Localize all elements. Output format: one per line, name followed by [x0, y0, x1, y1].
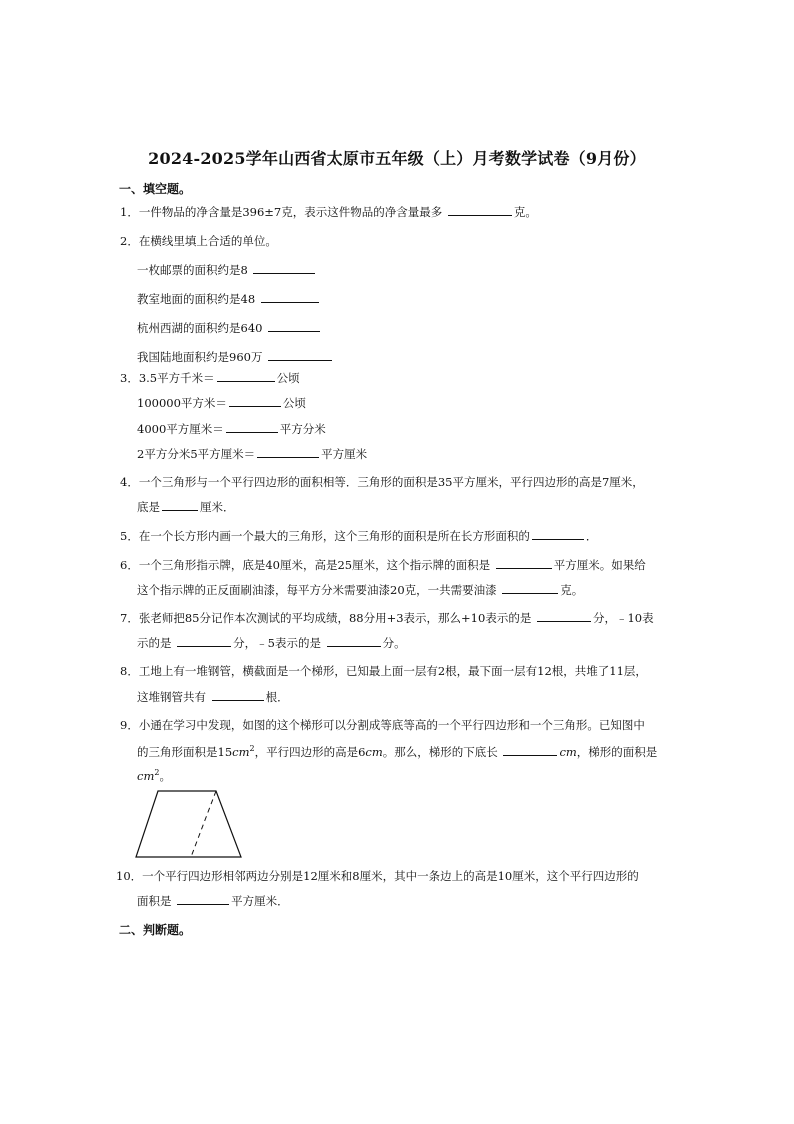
- question-2: [120, 233, 277, 249]
- question-text: 工地上有一堆钢管，横截面是一个梯形，已知最上面一层有2根，最下面一层有12根，共堆了11层，: [138, 664, 647, 678]
- item-text: 4000平方厘米＝: [137, 422, 224, 436]
- question-text: 一个平行四边形相邻两边分别是12厘米和8厘米，其中一条边上的高是10厘米，这个平行四边形的: [142, 869, 639, 883]
- answer-blank[interactable]: [448, 204, 512, 216]
- question-2-item: [137, 291, 321, 307]
- question-text: ，平行四边形的高是6: [254, 745, 366, 759]
- item-text: 公顷: [276, 371, 300, 385]
- answer-blank[interactable]: [496, 557, 552, 569]
- question-3-item: [137, 395, 306, 411]
- question-text: 一件物品的净含量是396±7克，表示这件物品的净含量最多: [138, 205, 443, 219]
- question-text: 分。: [382, 636, 406, 650]
- question-8: [120, 663, 647, 679]
- question-text: 这个指示牌的正反面刷油漆，每平方分米需要油漆20克，一共需要油漆: [137, 583, 497, 597]
- question-number: 10．: [116, 869, 143, 883]
- question-text: 这堆钢管共有: [137, 690, 206, 704]
- question-number: 9．: [120, 718, 139, 732]
- unit-cm: cm: [365, 745, 383, 759]
- section-fill-in: 一、填空题。: [119, 182, 192, 196]
- item-text: 平方厘米: [321, 447, 368, 461]
- item-text: 平方分米: [279, 422, 326, 436]
- answer-blank[interactable]: [257, 446, 319, 458]
- question-text: 。那么，梯形的下底长: [382, 745, 498, 759]
- answer-blank[interactable]: [503, 744, 557, 756]
- question-text: 小通在学习中发现，如图的这个梯形可以分割成等底等高的一个平行四边形和一个三角形。已知图中: [138, 718, 645, 732]
- question-7-line2: [137, 635, 406, 651]
- question-number: 5．: [120, 529, 139, 543]
- answer-blank[interactable]: [177, 893, 229, 905]
- trapezoid-outline: [136, 791, 241, 857]
- question-text: 平方厘米．: [231, 894, 289, 908]
- question-number: 2．: [120, 234, 139, 248]
- answer-blank[interactable]: [162, 499, 198, 511]
- question-text: 克。: [513, 205, 537, 219]
- question-text: 分，﹣5表示的是: [233, 636, 321, 650]
- unit-square: 2: [154, 768, 160, 777]
- question-text: 底是: [137, 500, 160, 514]
- question-text: 一个三角形指示牌，底是40厘米，高是25厘米，这个指示牌的面积是: [138, 558, 491, 572]
- question-text: 在横线里填上合适的单位。: [138, 234, 277, 248]
- question-8-line2: [137, 689, 289, 705]
- question-number: 6．: [120, 558, 139, 572]
- question-number: 7．: [120, 611, 139, 625]
- question-10: [116, 868, 639, 884]
- question-number: 1．: [120, 205, 139, 219]
- question-text: 分，﹣10表: [592, 611, 654, 625]
- answer-blank[interactable]: [253, 262, 315, 274]
- item-text: 教室地面的面积约是48: [137, 292, 256, 306]
- question-number: 4．: [120, 475, 139, 489]
- question-text: ．: [585, 529, 598, 543]
- question-number: 8．: [120, 664, 139, 678]
- question-7: [120, 610, 654, 626]
- question-6: [120, 557, 646, 573]
- unit-cm: cm: [137, 769, 155, 783]
- question-2-item: [137, 262, 317, 278]
- question-number: 3．: [120, 371, 139, 385]
- answer-blank[interactable]: [177, 635, 231, 647]
- question-text: 克。: [560, 583, 584, 597]
- question-text: 厘米．: [200, 500, 235, 514]
- question-text: 面积是: [137, 894, 172, 908]
- item-text: 3.5平方千米＝: [138, 371, 215, 385]
- item-text: 公顷: [282, 396, 306, 410]
- question-text: 根．: [265, 690, 289, 704]
- answer-blank[interactable]: [537, 610, 591, 622]
- question-text: 平方厘米。如果给: [553, 558, 646, 572]
- unit-square: 2: [249, 744, 255, 753]
- trapezoid-figure: [134, 787, 246, 861]
- question-text: 一个三角形与一个平行四边形的面积相等．三角形的面积是35平方厘米，平行四边形的高是7厘米，: [138, 475, 644, 489]
- answer-blank[interactable]: [226, 421, 278, 433]
- question-2-item: [137, 320, 322, 336]
- question-1: [120, 204, 537, 220]
- item-text: 我国陆地面积约是960万: [137, 350, 263, 364]
- question-3: [120, 370, 300, 386]
- answer-blank[interactable]: [268, 349, 332, 361]
- question-9-line2: [137, 744, 657, 760]
- question-text: 在一个长方形内画一个最大的三角形，这个三角形的面积是所在长方形面积的: [138, 529, 530, 543]
- item-text: 100000平方米＝: [137, 396, 227, 410]
- answer-blank[interactable]: [261, 291, 319, 303]
- question-6-line2: [137, 582, 583, 598]
- question-3-item: [137, 446, 367, 462]
- question-9: [120, 717, 645, 733]
- dashed-divider-line: [191, 791, 216, 857]
- question-2-item: [137, 349, 334, 365]
- unit-cm: cm: [232, 745, 250, 759]
- item-text: 2平方分米5平方厘米＝: [137, 447, 256, 461]
- question-9-line3: [137, 768, 171, 784]
- question-10-line2: [137, 893, 289, 909]
- answer-blank[interactable]: [327, 635, 381, 647]
- answer-blank[interactable]: [268, 320, 320, 332]
- question-3-item: [137, 421, 326, 437]
- question-4: [120, 474, 644, 490]
- item-text: 杭州西湖的面积约是640: [137, 321, 263, 335]
- answer-blank[interactable]: [532, 528, 584, 540]
- question-text: 的三角形面积是15: [137, 745, 233, 759]
- answer-blank[interactable]: [229, 395, 281, 407]
- answer-blank[interactable]: [502, 582, 558, 594]
- question-text: 。: [159, 769, 171, 783]
- question-text: 张老师把85分记作本次测试的平均成绩，88分用+3表示，那么+10表示的是: [138, 611, 532, 625]
- question-text: ，梯形的面积是: [576, 745, 658, 759]
- section-true-false: 二、判断题。: [119, 923, 192, 937]
- answer-blank[interactable]: [217, 370, 275, 382]
- question-5: [120, 528, 597, 544]
- item-text: 一枚邮票的面积约是8: [137, 263, 248, 277]
- page-title: 2024-2025学年山西省太原市五年级（上）月考数学试卷（9月份）: [148, 149, 646, 168]
- question-text: 示的是: [137, 636, 172, 650]
- answer-blank[interactable]: [212, 689, 264, 701]
- question-4-line2: [137, 499, 235, 515]
- unit-cm: cm: [559, 745, 577, 759]
